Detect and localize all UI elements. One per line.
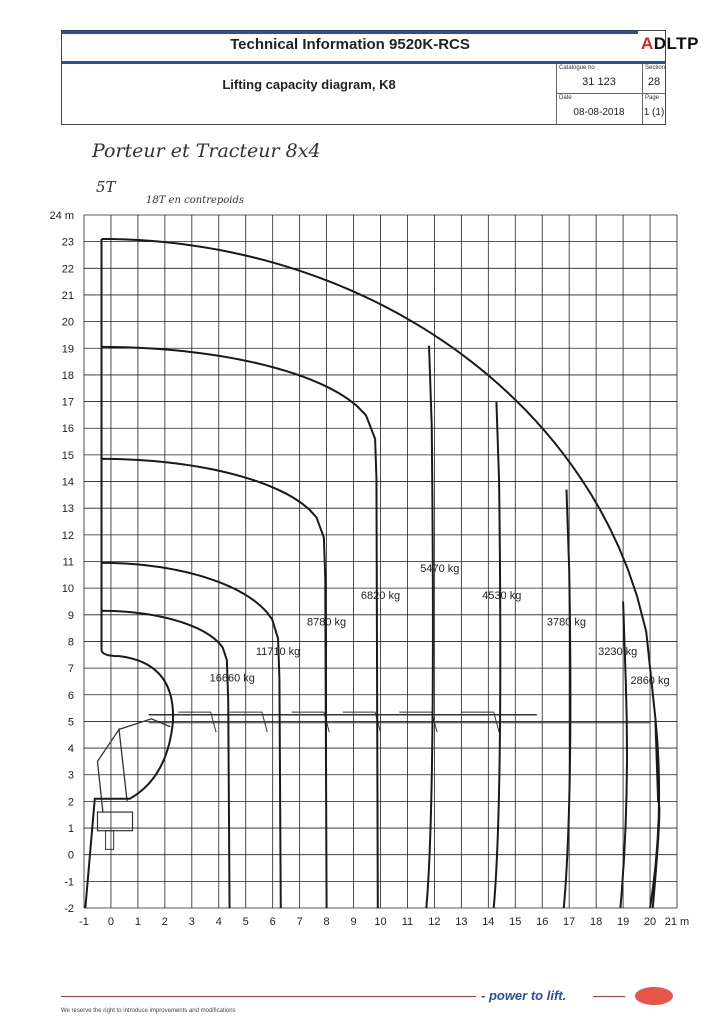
x-tick-label: 4: [215, 916, 222, 928]
y-tick-label: 10: [61, 583, 74, 596]
x-tick-label: 16: [536, 916, 549, 928]
x-tick-label: 14: [482, 916, 495, 928]
capacity-label: 8780 kg: [307, 616, 347, 629]
section-label: Section: [645, 65, 666, 71]
document-subtitle: Lifting capacity diagram, K8: [222, 77, 396, 92]
page-value: 1 (1): [643, 107, 665, 118]
x-tick-label: 12: [428, 916, 441, 928]
y-tick-label: 8: [67, 636, 74, 649]
footer-tagline: - power to lift.: [481, 988, 567, 1003]
handwritten-note-18t: 18T en contrepoids: [146, 195, 245, 206]
page-label: Page: [645, 95, 660, 101]
x-tick-label: 19: [616, 916, 630, 928]
inner-envelope-curve: [85, 239, 173, 908]
capacity-curve: [426, 346, 433, 908]
y-tick-label: 9: [67, 609, 74, 622]
x-tick-label: 2: [161, 916, 168, 928]
x-tick-label: 7: [296, 916, 303, 928]
footer-line: [593, 996, 625, 997]
capacity-label: 2860 kg: [630, 675, 670, 688]
crane-inner-boom: [119, 719, 170, 730]
capacity-label: 5470 kg: [420, 563, 460, 576]
x-tick-label: 20: [643, 916, 657, 928]
footer-logo-mark: [635, 987, 673, 1005]
footer-disclaimer: We reserve the right to introduce improvements and modifications: [61, 1008, 236, 1014]
y-tick-label: 5: [67, 716, 74, 729]
x-tick-label: 13: [455, 916, 468, 928]
capacity-label: 3780 kg: [546, 616, 587, 629]
y-tick-label: 1: [67, 823, 74, 836]
section-value: 28: [647, 76, 661, 88]
catalogue-value: 31 123: [582, 76, 616, 88]
y-tick-label: 16: [61, 423, 74, 436]
y-tick-label: 22: [61, 263, 74, 276]
document-title: Technical Information 9520K-RCS: [230, 36, 470, 53]
x-tick-label: 6: [269, 916, 276, 928]
y-tick-label: 0: [67, 849, 74, 862]
y-tick-label: 2: [67, 796, 74, 809]
y-tick-label: 24 m: [49, 210, 74, 222]
x-tick-label: 8: [323, 916, 330, 928]
date-value: 08-08-2018: [573, 107, 625, 118]
x-tick-label: 0: [107, 916, 115, 928]
handwritten-note-5t: 5T: [96, 178, 116, 196]
brand-logo: ADLTP: [641, 34, 699, 53]
handwritten-note-vehicle: Porteur et Tracteur 8x4: [92, 140, 321, 162]
x-tick-label: 18: [590, 916, 603, 928]
y-tick-label: 4: [67, 743, 74, 756]
y-tick-label: 6: [67, 689, 74, 702]
y-tick-label: 23: [61, 236, 74, 249]
x-tick-label: 11: [401, 916, 414, 928]
capacity-label: 11710 kg: [255, 645, 301, 658]
date-label: Date: [559, 95, 572, 101]
y-tick-label: 18: [61, 369, 74, 382]
y-tick-label: 3: [67, 769, 74, 782]
y-tick-label: 15: [61, 449, 74, 462]
crane-drawing: [97, 712, 650, 849]
y-tick-label: 12: [61, 529, 74, 542]
x-tick-label: 21 m: [664, 916, 690, 928]
y-tick-label: 13: [61, 503, 74, 516]
x-tick-label: 15: [509, 916, 522, 928]
capacity-label: 3230 kg: [598, 645, 638, 658]
y-tick-label: 21: [61, 289, 74, 302]
capacity-curves: [85, 239, 659, 908]
catalogue-label: Catalogue no: [559, 65, 595, 71]
x-tick-label: 3: [188, 916, 195, 928]
x-tick-label: 17: [563, 916, 576, 928]
x-tick-label: -1: [79, 916, 89, 928]
y-tick-label: 17: [61, 396, 74, 409]
chart-grid: [84, 215, 677, 908]
y-tick-label: 19: [61, 343, 74, 356]
footer-line: [61, 996, 476, 997]
x-tick-label: 1: [134, 916, 141, 928]
capacity-curve: [494, 402, 501, 908]
capacity-label: 16660 kg: [209, 672, 255, 685]
y-tick-label: -2: [64, 903, 74, 915]
y-tick-label: 11: [62, 556, 74, 569]
x-tick-label: 9: [350, 916, 357, 928]
capacity-label: 4530 kg: [482, 589, 522, 602]
y-tick-label: 20: [61, 316, 74, 329]
x-tick-label: 5: [242, 916, 249, 928]
y-tick-label: -1: [64, 876, 74, 889]
crane-stabilizer: [106, 831, 114, 850]
y-tick-label: 7: [67, 663, 74, 676]
chart-ticks: [50, 210, 690, 928]
capacity-label: 6820 kg: [360, 589, 401, 602]
y-tick-label: 14: [61, 476, 74, 489]
x-tick-label: 10: [374, 916, 387, 928]
